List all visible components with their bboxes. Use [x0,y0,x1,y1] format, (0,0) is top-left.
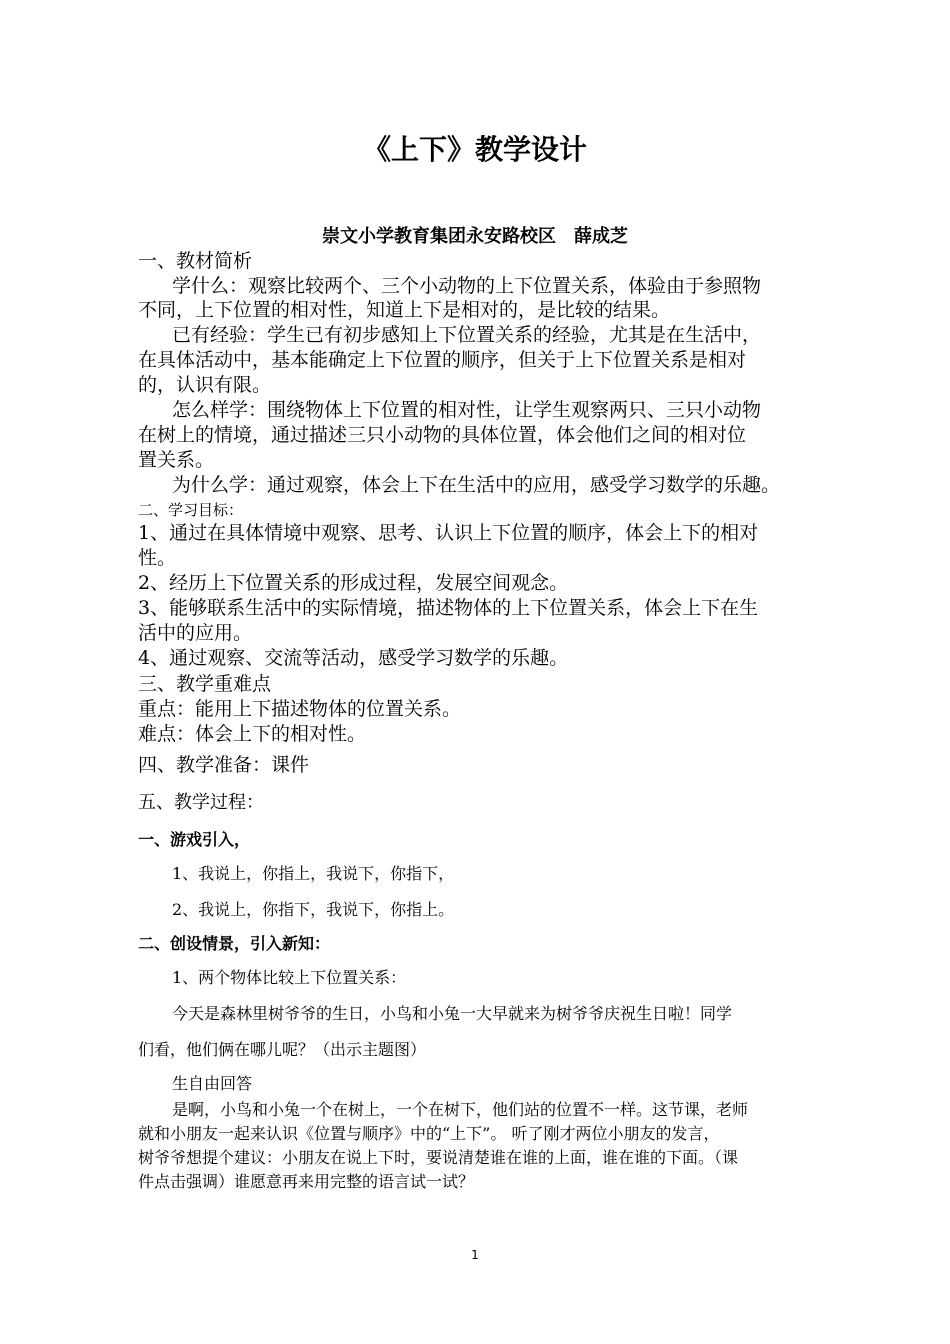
paragraph-line: 今天是森林里树爷爷的生日，小鸟和小兔一大早就来为树爷爷庆祝生日啦！同学 [172,1004,733,1023]
paragraph-line: 不同，上下位置的相对性，知道上下是相对的，是比较的结果。 [138,299,671,321]
list-item: 3、能够联系生活中的实际情境，描述物体的上下位置关系，体会上下在生 [138,597,759,619]
list-item: 2、经历上下位置关系的形成过程，发展空间观念。 [138,572,569,594]
paragraph-line: 就和小朋友一起来认识《位置与顺序》中的“上下”。 听了刚才两位小朋友的发言， [138,1124,720,1143]
section-heading-2: 二、学习目标： [138,501,244,519]
paragraph-line: 树爷爷想提个建议：小朋友在说上下时，要说清楚谁在谁的上面，谁在谁的下面。（课 [138,1148,739,1167]
section-heading-4: 四、教学准备：课件 [138,754,310,776]
list-item: 1、通过在具体情境中观察、思考、认识上下位置的顺序，体会上下的相对 [138,522,759,544]
paragraph-line: 们看，他们俩在哪儿呢？（出示主题图） [138,1040,427,1059]
paragraph-line: 的，认识有限。 [138,374,272,396]
paragraph-line: 为什么学：通过观察，体会上下在生活中的应用，感受学习数学的乐趣。 [172,474,781,496]
list-item: 2、我说上，你指下，我说下，你指上。 [172,900,455,919]
paragraph-line: 已有经验：学生已有初步感知上下位置关系的经验，尤其是在生活中， [172,324,762,346]
subsection-heading: 二、创设情景，引入新知： [138,934,331,953]
paragraph-line: 置关系。 [138,449,215,471]
paragraph-line: 学什么：观察比较两个、三个小动物的上下位置关系，体验由于参照物 [172,275,762,297]
section-heading-1: 一、教材简析 [138,250,253,272]
page-number: 1 [471,1248,479,1262]
paragraph-line: 是啊，小鸟和小兔一个在树上，一个在树下，他们站的位置不一样。这节课，老师 [172,1100,749,1119]
document-title: 《上下》教学设计 [362,133,587,166]
paragraph-line: 怎么样学：围绕物体上下位置的相对性，让学生观察两只、三只小动物 [172,399,762,421]
list-item: 活中的应用。 [138,622,253,644]
subsection-heading: 一、游戏引入， [138,830,251,849]
list-item: 1、我说上，你指上，我说下，你指下， [172,864,455,883]
paragraph-line: 在树上的情境，通过描述三只小动物的具体位置，体会他们之间的相对位 [138,424,747,446]
list-item: 性。 [138,547,177,569]
list-item: 1、两个物体比较上下位置关系： [172,968,407,987]
author-line: 崇文小学教育集团永安路校区 薛成芝 [322,226,628,247]
section-heading-5: 五、教学过程： [138,792,264,813]
list-item: 4、通过观察、交流等活动，感受学习数学的乐趣。 [138,647,569,669]
difficult-point: 难点：体会上下的相对性。 [138,723,367,745]
paragraph-line: 生自由回答 [172,1074,253,1093]
key-point: 重点：能用上下描述物体的位置关系。 [138,698,462,720]
paragraph-line: 件点击强调）谁愿意再来用完整的语言试一试？ [138,1172,475,1191]
paragraph-line: 在具体活动中，基本能确定上下位置的顺序，但关于上下位置关系是相对 [138,349,747,371]
section-heading-3: 三、教学重难点 [138,673,272,695]
